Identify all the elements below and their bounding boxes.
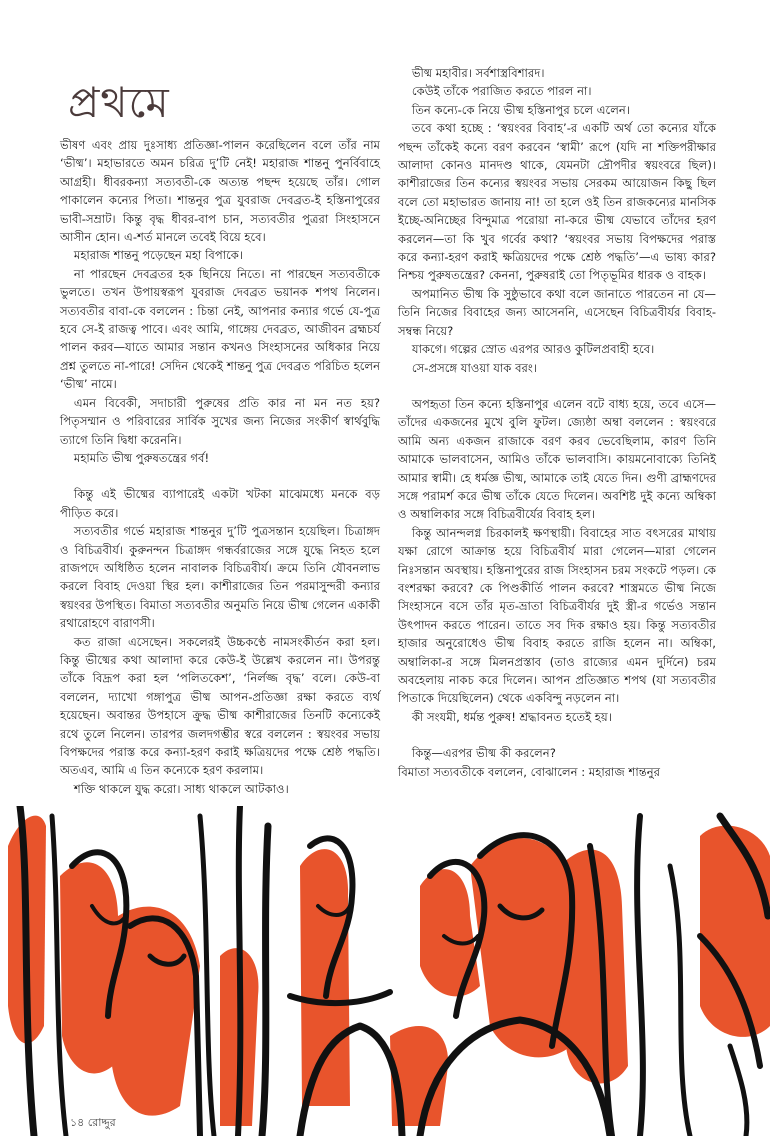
paragraph: কেউই তাঁকে পরাজিত করতে পারল না। <box>411 84 592 99</box>
brush-illustration <box>0 806 770 1136</box>
paragraph: কী সংযমী, ধর্মন্ত পুরুষ! শ্রদ্ধাবনত হতেই হয়। <box>411 709 612 724</box>
paragraph: তবে কথা হচ্ছে : ‘স্বয়ংবর বিবাহ’-র একটি অর্থ তো কন্যের যাঁকে পছন্দ তাঁকেই কন্যে বরণ করবেন ‘স্বামী’ রূপে (যদি না শক্তিপরীক্ষার আলাদা কোনও মানদণ্ড থাকে, যেমনটা দ্রৌপদীর স্বয়ংবরে ছিল)। কাশীরাজের তিন কন্যের স্বয়ংবর সভায় সেরকম আয়োজন কিছু ছিল বলে তো মহাভারত জানায় না! তা হলে ওই তিন রাজকন্যের মানসিক ইচ্ছে-অনিচ্ছের বিন্দুমাত্র পরোয়া না-করে ভীষ্ম যেভাবে তাঁদের হরণ করলেন—তা কি খুব গর্বের কথা? ‘স্বয়ংবর সভায় বিপক্ষদের পরাস্ত করে কন্যা-হরণ করাই ক্ষত্রিয়দের পক্ষে শ্রেষ্ঠ পদ্ধতি’—এ ভাষ্য কার? নিশ্চয় পুরুষতন্ত্রের? কেননা, পুরুষরাই তো পিতৃভূমির ধারক ও বাহক। <box>398 121 716 283</box>
paragraph: না পারছেন দেবব্রতর হক ছিনিয়ে নিতে। না পারছেন সত্যবতীকে ভুলতে। তখন উপায়স্বরূপ যুবরাজ দেবব্রত ভয়ানক শপথ নিলেন। সত্যবতীর বাবা-কে বললেন : চিন্তা নেই, আপনার কন্যার গর্ভে যে-পুত্র হবে সে-ই রাজত্ব পাবে। এবং আমি, গাঙ্গেয় দেবব্রত, আজীবন ব্রহ্মচর্য পালন করব—যাতে আমার সন্তান কখনও সিংহাসনের অধিকার নিয়ে প্রশ্ন তুলতে না-পারে! সেদিন থেকেই শান্তনু পুত্র দেবব্রত পরিচিত হলেন ‘ভীষ্ম’ নামে। <box>60 266 380 392</box>
page-footer: ১৪ রোদ্দুর <box>70 1116 116 1129</box>
paragraph: তিন কন্যে-কে নিয়ে ভীষ্ম হস্তিনাপুর চলে এলেন। <box>411 102 630 117</box>
left-text-column <box>60 136 380 798</box>
paragraph: যাকগে। গল্পের স্রোত এরপর আরও কুটিলপ্রবাহী হবে। <box>411 342 655 357</box>
paragraph: শক্তি থাকলে যুদ্ধ করো। সাধ্য থাকলে আটকাও। <box>73 781 289 796</box>
paragraph: সত্যবতীর গর্ভে মহারাজ শান্তনুর দু’টি পুত্রসন্তান হয়েছিল। চিত্রাঙ্গদ ও বিচিত্রবীর্য। কুরুনন্দন চিত্রাঙ্গদ গন্ধর্বরাজের সঙ্গে যুদ্ধে নিহত হলে রাজপদে অধিষ্ঠিত হলেন নাবালক বিচিত্রবীর্য। ক্রমে তিনি যৌবনলাভ করলে বিবাহ দেওয়া স্থির হল। কাশীরাজের তিন পরমাসুন্দরী কন্যার স্বয়ংবর উপস্থিত। বিমাতা সত্যবতীর অনুমতি নিয়ে ভীষ্ম গেলেন একাকী রথারোহণে বারাণসী। <box>60 524 380 631</box>
paragraph: এমন বিবেকী, সদাচারী পুরুষের প্রতি কার না মন নত হয়? পিতৃসম্মান ও পরিবারের সার্বিক সুখের জন্য নিজের সংকীর্ণ স্বার্থবুদ্ধি ত্যাগে তিনি দ্বিধা করেননি। <box>60 395 380 447</box>
paragraph: কিন্তু এই ভীষ্মের ব্যাপারেই একটা খটকা মাঝেমধ্যে মনকে বড় পীড়িত করে। <box>60 487 380 520</box>
paragraph: ভীষণ এবং প্রায় দুঃসাধ্য প্রতিজ্ঞা-পালন করেছিলেন বলে তাঁর নাম ‘ভীষ্ম’। মহাভারতে অমন চরিত্র দু’টি নেই! মহারাজ শান্তনু পুনর্বিবাহে আগ্রহী। ধীবরকন্যা সত্যবতী-কে অত্যন্ত পছন্দ হয়েছে তাঁর। গোল পাকালেন কন্যের পিতা। শান্তনুর পুত্র যুবরাজ দেবব্রত-ই হস্তিনাপুরের ভাবী-সম্রাট। কিন্তু বৃদ্ধ ধীবর-বাপ চান, সত্যবতীর পুত্ররা সিংহাসনে আসীন হোন। এ-শর্ত মানলে তবেই বিয়ে হবে। <box>60 138 380 245</box>
paragraph: মহামতি ভীষ্ম পুরুষতন্ত্রের গর্ব! <box>73 450 210 465</box>
paragraph: সে-প্রসঙ্গে যাওয়া যাক বরং। <box>411 360 538 375</box>
paragraph: অপহৃতা তিন কন্যে হস্তিনাপুর এলেন বটে বাধ্য হয়ে, তবে এসে—তাঁদের একজনের মুখে বুলি ফুটল। জ্যেষ্ঠা অম্বা বললেন : স্বয়ংবরে আমি অন্য একজন রাজাকে বরণ করব ভেবেছিলাম, কারণ তিনি আমাকে ভালবাসেন, আমিও তাঁকে ভালবাসি। কায়মনোবাক্যে তিনিই আমার স্বামী। হে ধর্মজ্ঞ ভীষ্ম, আমাকে তাই যেতে দিন। গুণী ব্রাহ্মণদের সঙ্গে পরামর্শ করে ভীষ্ম তাঁকে যেতে দিলেন। অবশিষ্ট দুই কন্যে অম্বিকা ও অম্বালিকার সঙ্গে বিচিত্রবীর্যের বিবাহ হল। <box>398 396 716 522</box>
paragraph: বিমাতা সত্যবতীকে বললেন, বোঝালেন : মহারাজ শান্তনুর <box>398 764 660 779</box>
red-wash-shapes <box>8 816 770 1126</box>
paragraph: কত রাজা এসেছেন। সকলেরই উচ্চকণ্ঠে নামসংকীর্তন করা হল। কিন্তু ভীষ্মের কথা আলাদা করে কেউ-ই উল্লেখ করলেন না। উপরন্তু তাঁকে বিদ্রূপ করা হল ‘পলিতকেশ’, ‘নির্লজ্জ বৃদ্ধ’ বলে। কেউ-বা বললেন, দ্যাখো গঙ্গাপুত্র ভীষ্ম আপন-প্রতিজ্ঞা রক্ষা করতে ব্যর্থ হয়েছেন। অবান্তর উপহাসে ক্রুদ্ধ ভীষ্ম কাশীরাজের তিনটি কন্যেকেই রথে তুলে নিলেন। তারপর জলদগম্ভীর স্বরে বললেন : স্বয়ংবর সভায় বিপক্ষদের পরাস্ত করে কন্যা-হরণ করাই ক্ষত্রিয়দের পক্ষে শ্রেষ্ঠ পদ্ধতি। অতএব, আমি এ তিন কন্যেকে হরণ করলাম। <box>60 634 380 778</box>
paragraph: কিন্তু—এরপর ভীষ্ম কী করলেন? <box>411 746 556 761</box>
paragraph: অপমানিত ভীষ্ম কি সুষ্ঠুভাবে কথা বলে জানাতে পারতেন না যে—তিনি নিজের বিবাহের জন্য আসেননি, এসেছেন বিচিত্রবীর্যর বিবাহ-সম্বন্ধ নিয়ে? <box>398 286 716 338</box>
right-text-column <box>398 64 716 781</box>
paragraph: ভীষ্ম মহাবীর। সর্বশাস্ত্রবিশারদ। <box>411 66 545 80</box>
paragraph: কিন্তু আনন্দলগ্ন চিরকালই ক্ষণস্থায়ী। বিবাহের সাত বৎসরের মাথায় যক্ষা রোগে আক্রান্ত হয়ে বিচিত্রবীর্য মারা গেলেন—মারা গেলেন নিঃসন্তান অবস্থায়। হস্তিনাপুরের রাজ সিংহাসন চরম সংকটে পড়ল। কে বংশরক্ষা করবে? কে পিণ্ডকীর্তি পালন করবে? শাস্ত্রমতে ভীষ্ম নিজে সিংহাসনে বসে তাঁর মৃত-ভ্রাতা বিচিত্রবীর্যর দুই স্ত্রী-র গর্ভেও সন্তান উৎপাদন করতে পারেন। তাতে সব দিক রক্ষাও হয়। কিন্তু সত্যবতীর হাজার অনুরোধেও ভীষ্ম বিবাহ করতে রাজি হলেন না। অম্বিকা, অম্বালিকা-র সঙ্গে মিলনপ্রস্তাব (তাও রাজ্যের এমন দুর্দিনে) চরম অবহেলায় নাকচ করে দিলেন। আপন প্রতিজ্ঞাত শপথ (যা সত্যবতীর পিতাকে দিয়েছিলেন) থেকে একবিন্দু নড়লেন না। <box>398 525 716 706</box>
paragraph: মহারাজ শান্তনু পড়েছেন মহা বিপাকে। <box>73 248 243 263</box>
article-heading: প্রথমে <box>68 78 170 127</box>
